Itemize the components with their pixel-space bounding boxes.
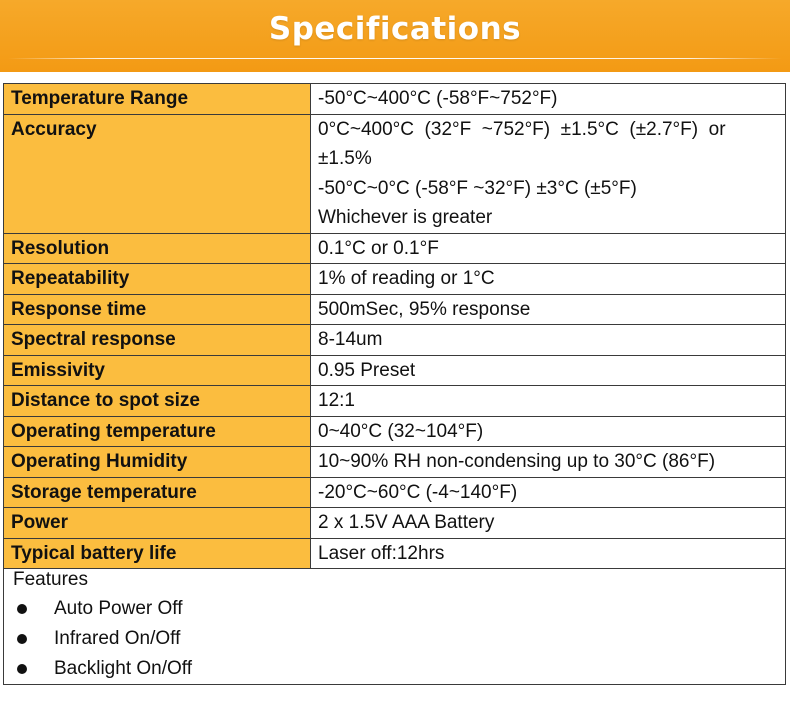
spec-value-line: Whichever is greater: [318, 207, 493, 228]
feature-label: Backlight On/Off: [54, 658, 192, 679]
spec-value: [311, 114, 786, 233]
spec-label: Repeatability: [4, 264, 311, 295]
features-title: Features: [13, 569, 88, 590]
spec-label: Accuracy: [4, 114, 311, 233]
spec-value-line: 12:1: [318, 390, 355, 411]
spec-row: [4, 477, 786, 508]
page-title: Specifications: [268, 11, 522, 47]
spec-row: [4, 294, 786, 325]
spec-value: [311, 264, 786, 295]
spec-value-line: 1% of reading or 1°C: [318, 268, 495, 289]
spec-value-line: 500mSec, 95% response: [318, 298, 531, 320]
spec-value-line: -20°C~60°C (-4~140°F): [318, 481, 518, 503]
header-banner: [0, 0, 790, 72]
spec-value-line: -50°C~0°C (-58°F ~32°F) ±3°C (±5°F): [318, 177, 637, 199]
spec-table: [3, 83, 786, 569]
spec-value: [311, 416, 786, 447]
spec-label: Emissivity: [4, 355, 311, 386]
spec-value-line: -50°C~400°C (-58°F~752°F): [318, 88, 558, 109]
spec-label: Storage temperature: [4, 477, 311, 508]
spec-row: [4, 386, 786, 417]
spec-label: Distance to spot size: [4, 386, 311, 417]
spec-row: [4, 508, 786, 539]
spec-row: [4, 416, 786, 447]
spec-value-line: 10~90% RH non-condensing up to 30°C (86°F): [318, 451, 716, 472]
spec-value: [311, 447, 786, 478]
spec-value-line: 2 x 1.5V AAA Battery: [318, 512, 495, 533]
spec-value-line: 0°C~400°C (32°F ~752°F) ±1.5°C (±2.7°F) or: [318, 118, 726, 140]
spec-value: [311, 233, 786, 264]
spec-value: [311, 477, 786, 508]
bullet-icon: [17, 634, 27, 644]
spec-row: [4, 84, 786, 115]
spec-label: Spectral response: [4, 325, 311, 356]
feature-label: Auto Power Off: [54, 598, 183, 619]
bullet-icon: [17, 604, 27, 614]
spec-row: [4, 114, 786, 233]
spec-value: [311, 538, 786, 569]
spec-value-line: Laser off:12hrs: [318, 542, 445, 564]
spec-label: Temperature Range: [4, 84, 311, 115]
spec-row: [4, 233, 786, 264]
spec-row: [4, 325, 786, 356]
spec-value: [311, 325, 786, 356]
spec-value: [311, 355, 786, 386]
feature-label: Infrared On/Off: [54, 628, 181, 649]
spec-value-line: 0.1°C or 0.1°F: [318, 237, 439, 259]
spec-label: Response time: [4, 294, 311, 325]
spec-value: [311, 294, 786, 325]
spec-value-line: ±1.5%: [318, 148, 372, 169]
spec-label: Operating temperature: [4, 416, 311, 447]
spec-row: [4, 447, 786, 478]
spec-value-line: 0.95 Preset: [318, 359, 416, 381]
spec-value-line: 0~40°C (32~104°F): [318, 420, 484, 442]
spec-row: [4, 355, 786, 386]
spec-label: Typical battery life: [4, 538, 311, 569]
features-box: [3, 565, 786, 685]
bullet-icon: [17, 664, 27, 674]
spec-row: [4, 538, 786, 569]
spec-value: [311, 386, 786, 417]
spec-label: Power: [4, 508, 311, 539]
spec-label: Operating Humidity: [4, 447, 311, 478]
spec-label: Resolution: [4, 233, 311, 264]
spec-table-body: [4, 84, 786, 569]
spec-value: [311, 84, 786, 115]
spec-value-line: 8-14um: [318, 329, 383, 350]
spec-value: [311, 508, 786, 539]
banner-divider: [8, 58, 782, 59]
spec-row: [4, 264, 786, 295]
